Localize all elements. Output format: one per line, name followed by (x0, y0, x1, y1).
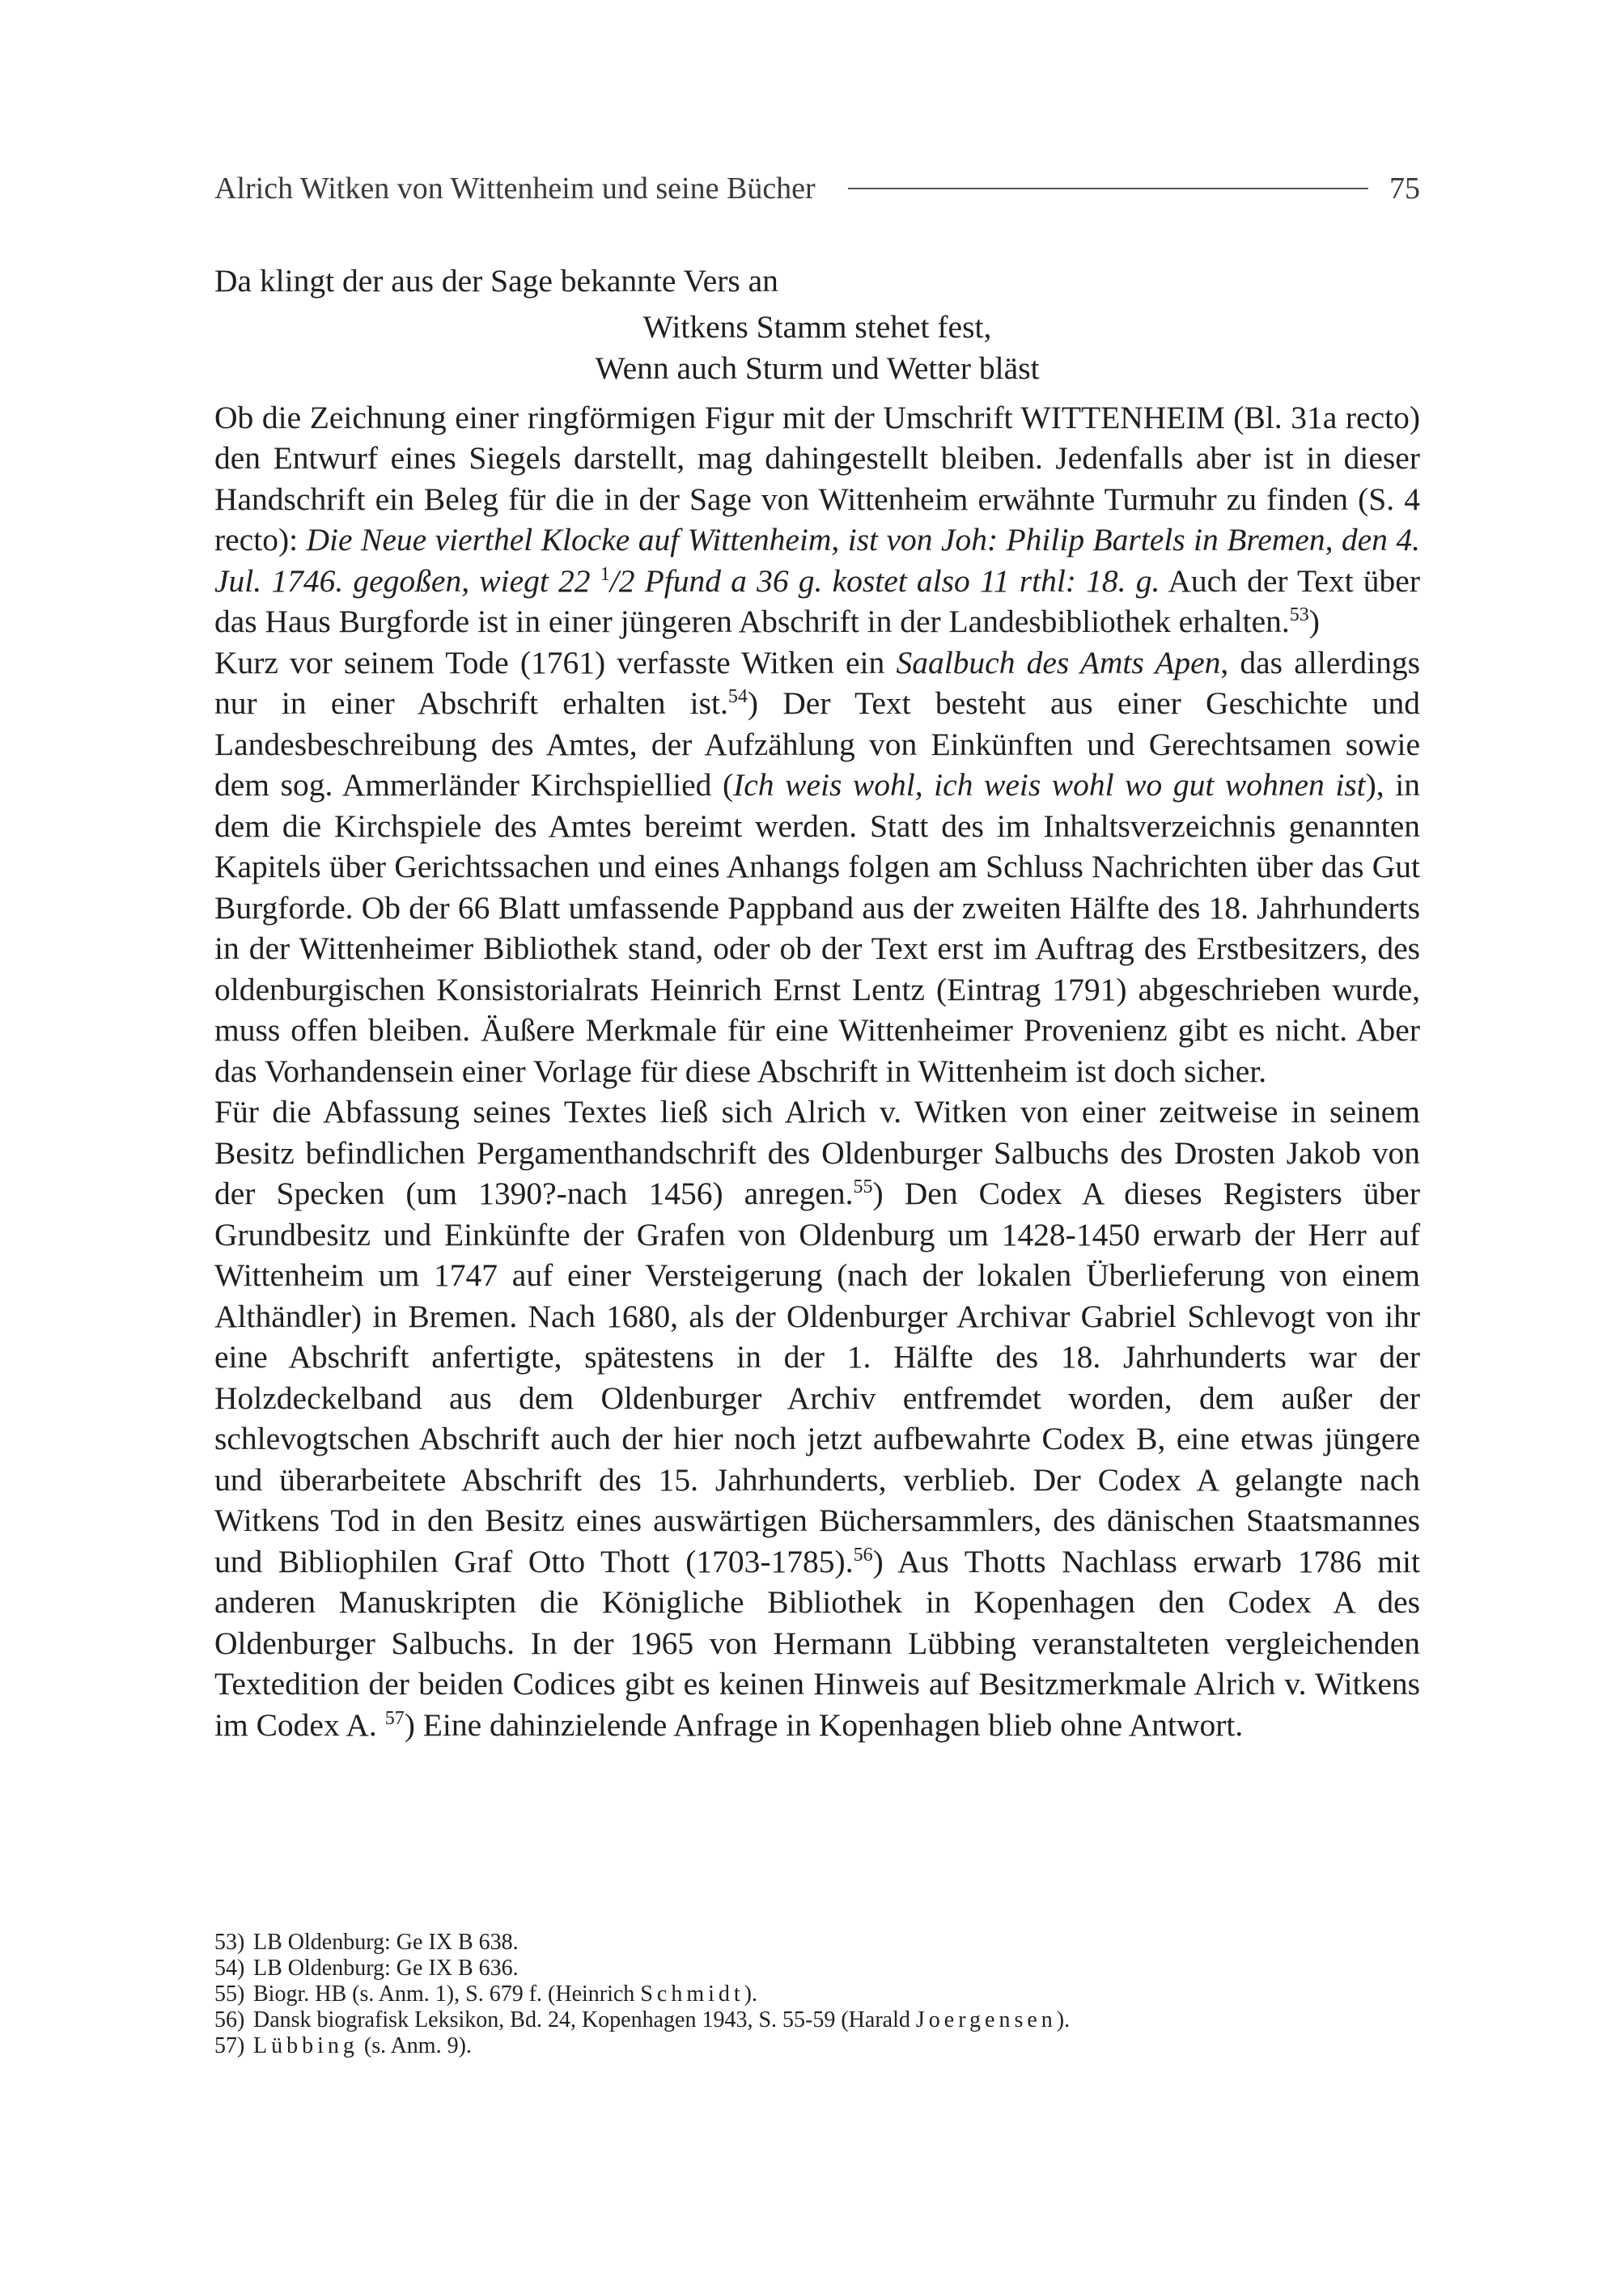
footnote-number: 55) (214, 1981, 245, 2007)
text-run: ) Den Codex A dieses Registers über Grundbesitz und Einkünfte der Grafen von Oldenburg um 1428-1450 erwarb der Herr auf Wittenheim um 1747 auf einer Versteigerung (nach der lokalen Überlieferung von einem Althändler) in Bremen. Nach 1680, als der Oldenburger Archivar Gabriel Schlevogt von ihr eine Abschrift anfertigte, spätestens in der 1. Hälfte des 18. Jahrhunderts war der Holzdeckelband aus dem Oldenburger Archiv entfremdet worden, dem außer der schlevogtschen Abschrift auch der hier noch jetzt aufbewahrte Codex B, eine etwas jüngere und überarbeitete Abschrift des 15. Jahrhunderts, verblieb. Der Codex A gelangte nach Witkens Tod in den Besitz eines auswärtigen Büchersammlers, des dänischen Staatsmannes und Bibliophilen Graf Otto Thott (1703-1785). (214, 1176, 1420, 1579)
main-text (214, 261, 1420, 1745)
fraction-numerator: 1 (600, 563, 610, 585)
footnote-text (253, 1981, 757, 2007)
author-name: Joergensen (915, 2007, 1057, 2032)
header-rule (848, 188, 1368, 189)
text-run: ) Eine dahinzielende Anfrage in Kopenhagen blieb ohne Antwort. (404, 1706, 1244, 1743)
footnote-text: LB Oldenburg: Ge IX B 638. (253, 1930, 519, 1955)
text-run: Kurz vor seinem Tode (1761) verfasste Witken ein (214, 644, 897, 680)
footnote-ref: 55 (853, 1176, 873, 1197)
italic-quote: /2 Pfund a 36 g. kostet also 11 rthl: 18. g. (609, 562, 1160, 599)
footnote-number: 56) (214, 2007, 245, 2032)
footnote-text-run: (s. Anm. 9). (358, 2033, 472, 2058)
footnote-number: 53) (214, 1930, 245, 1955)
author-name: Schmidt (640, 1981, 744, 2007)
footnote-ref: 53 (1289, 604, 1309, 625)
text-run: ) Der Text besteht aus einer Geschichte und Landesbeschreibung des Amtes, der Aufzählung von Einkünften und Gerechtsamen sowie dem sog. Ammerländer Kirchspiellied ( (214, 685, 1420, 803)
verse-line: Witkens Stamm stehet fest, (642, 308, 992, 345)
footnote-ref: 54 (727, 685, 748, 707)
footnote-number: 57) (214, 2033, 245, 2058)
footnote-text-run: ). (1056, 2007, 1071, 2032)
footnotes (214, 1930, 1420, 2059)
text-run: Ob die Zeichnung einer ringförmigen Figur mit der Umschrift WITTENHEIM (Bl. 31a recto) den Entwurf eines Siegels darstellt, mag dahingestellt bleiben. Jedenfalls aber ist in dieser Handschrift ein Beleg für die in der Sage von Wittenheim erwähnte Turmuhr zu finden (S. 4 recto): (214, 399, 1420, 557)
text-run: ) (1308, 604, 1320, 639)
footnote (214, 1956, 1420, 1981)
footnote (214, 1930, 1420, 1956)
paragraph-intro: Da klingt der aus der Sage bekannte Vers an (214, 263, 778, 299)
italic-title: Ich weis wohl, ich weis wohl wo gut wohnen ist (733, 767, 1366, 803)
footnote (214, 2033, 1420, 2059)
footnote-text-run: Dansk biografisk Leksikon, Bd. 24, Kopenhagen 1943, S. 55-59 (Harald (253, 2007, 916, 2032)
paragraph-salbuch (214, 1091, 1420, 1745)
footnote-text-run: Biogr. HB (s. Anm. 1), S. 679 f. (Heinrich (253, 1981, 641, 2007)
paragraph-seal (214, 397, 1420, 642)
footnote-text (253, 2033, 472, 2059)
footnote-text: LB Oldenburg: Ge IX B 636. (253, 1956, 519, 1981)
author-name: Lübbing (253, 2033, 358, 2058)
footnote (214, 1981, 1420, 2007)
italic-quote: Die Neue vierthel Klocke auf Wittenheim, ist von Joh: Philip Bartels in Bremen, den 4. Jul. 1746. gegoßen, wiegt 22 (214, 522, 1420, 599)
footnote-text-run: ). (744, 1981, 757, 2007)
italic-title: Saalbuch des Amts Apen (896, 644, 1221, 680)
verse-quote (214, 307, 1420, 389)
footnote-ref: 57 (384, 1707, 405, 1729)
page-number: 75 (1389, 172, 1420, 206)
running-title: Alrich Witken von Wittenheim und seine Bücher (214, 172, 816, 206)
footnote-ref: 56 (853, 1544, 873, 1566)
verse-line: Wenn auch Sturm und Wetter bläst (595, 350, 1040, 386)
text-run: Auch der Text über das Haus Burgforde ist in einer jüngeren Abschrift in der Landesbibliothek erhalten. (214, 562, 1420, 639)
text-run: Für die Abfassung seines Textes ließ sich Alrich v. Witken von einer zeitweise in seinem Besitz befindlichen Pergamenthandschrift des Oldenburger Salbuchs des Drosten Jakob von der Specken (um 1390?-nach 1456) anregen. (214, 1094, 1420, 1211)
text-run: ) Aus Thotts Nachlass erwarb 1786 mit anderen Manuskripten die Königliche Bibliothek in Kopenhagen den Codex A des Oldenburger Salbuchs. In der 1965 von Hermann Lübbing veranstalteten vergleichenden Textedition der beiden Codices gibt es keinen Hinweis auf Besitzmerkmale Alrich v. Witkens im Codex A. (214, 1543, 1420, 1743)
text-run: , das allerdings nur in einer Abschrift erhalten ist. (214, 644, 1420, 721)
footnote-number: 54) (214, 1956, 245, 1981)
text-run: ), in dem die Kirchspiele des Amtes bereimt werden. Statt des im Inhaltsverzeichnis genannten Kapitels über Gerichtssachen und eines Anhangs folgen am Schluss Nachrichten über das Gut Burgforde. Ob der 66 Blatt umfassende Pappband aus der zweiten Hälfte des 18. Jahrhunderts in der Wittenheimer Bibliothek stand, oder ob der Text erst im Auftrag des Erstbesitzers, des oldenburgischen Konsistorialrats Heinrich Ernst Lentz (Eintrag 1791) abgeschrieben wurde, muss offen bleiben. Äußere Merkmale für eine Wittenheimer Provenienz gibt es nicht. Aber das Vorhandensein einer Vorlage für diese Abschrift in Wittenheim ist doch sicher. (214, 767, 1420, 1089)
paragraph-saalbuch (214, 642, 1420, 1092)
footnote (214, 2007, 1420, 2033)
running-header (214, 168, 1420, 209)
footnote-text (253, 2007, 1070, 2033)
